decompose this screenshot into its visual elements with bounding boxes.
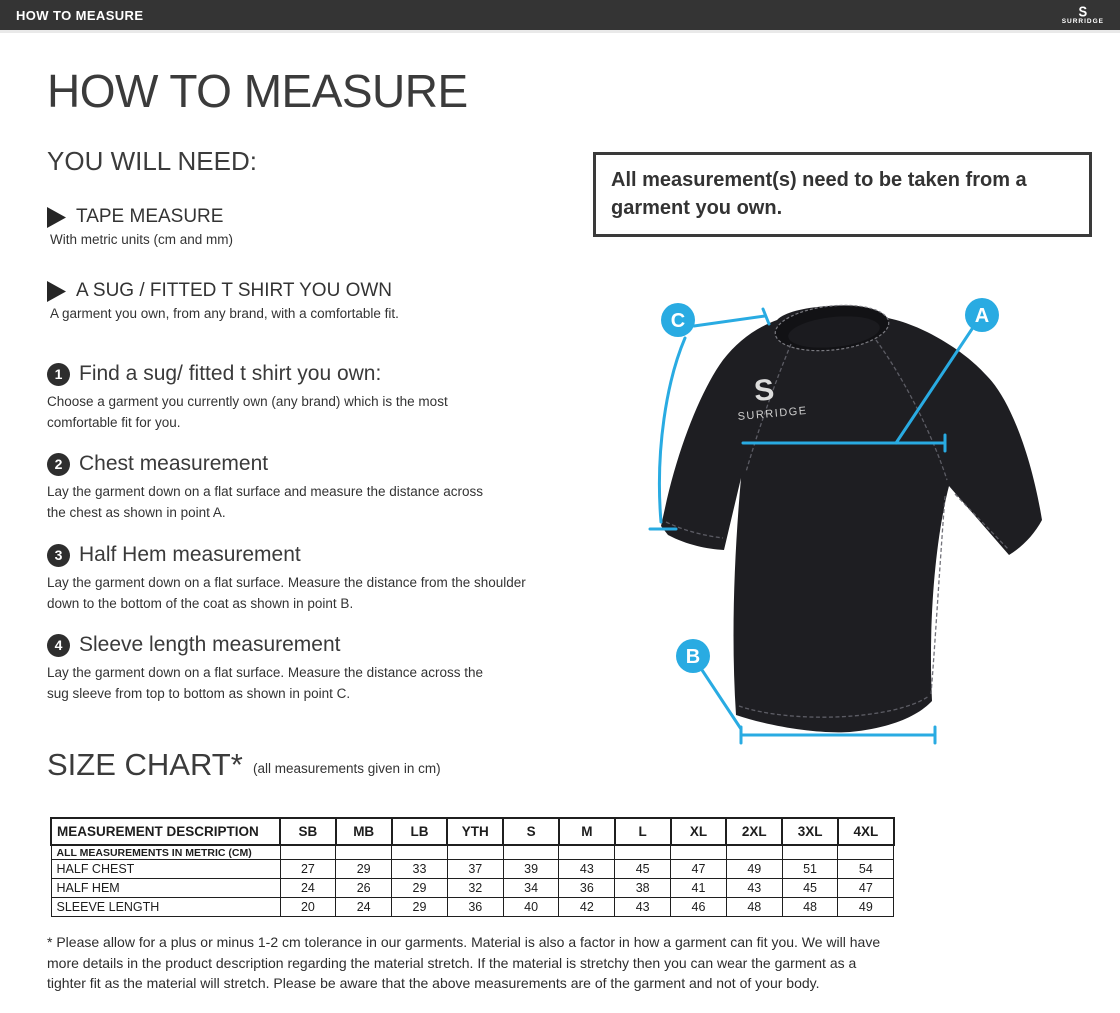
table-cell xyxy=(503,845,559,860)
table-cell: 41 xyxy=(671,879,727,898)
table-cell: 26 xyxy=(336,879,392,898)
table-cell: 54 xyxy=(838,860,894,879)
need-item-title: TAPE MEASURE xyxy=(76,206,224,227)
tolerance-footnote xyxy=(47,932,1095,994)
step-description-line: Choose a garment you currently own (any brand) which is the most xyxy=(47,394,448,409)
garment-logo-text: SURRIDGE xyxy=(737,404,809,423)
step-description-line: sug sleeve from top to bottom as shown in point C. xyxy=(47,686,351,702)
page-title: HOW TO MEASURE xyxy=(47,65,468,117)
column-header: S xyxy=(503,818,559,845)
step-head xyxy=(47,362,448,386)
surridge-logo[interactable] xyxy=(1062,5,1104,26)
table-cell: 46 xyxy=(671,898,727,917)
size-chart-title: SIZE CHART* xyxy=(47,747,243,782)
table-cell: 47 xyxy=(838,879,894,898)
note-line: garment you own. xyxy=(611,197,783,219)
step-1 xyxy=(47,362,448,434)
measurement-note-box xyxy=(593,152,1092,237)
table-cell: 27 xyxy=(280,860,336,879)
sleeve-pointer-line-c xyxy=(694,316,765,326)
surridge-logo-text: SURRIDGE xyxy=(1061,17,1104,25)
step-number-badge: 1 xyxy=(47,363,70,386)
table-cell: 51 xyxy=(782,860,838,879)
play-triangle-icon xyxy=(47,207,66,228)
table-cell: 29 xyxy=(336,860,392,879)
footnote-line: more details in the product description regarding the material stretch. If the material is stretchy then you can wear the garment as a xyxy=(47,954,857,971)
table-cell xyxy=(726,845,782,860)
column-header: MEASUREMENT DESCRIPTION xyxy=(51,818,280,845)
step-number-badge: 4 xyxy=(47,634,70,657)
table-cell xyxy=(392,845,448,860)
size-chart-header-row xyxy=(51,818,894,845)
table-cell: 49 xyxy=(726,860,782,879)
table-cell: 43 xyxy=(559,860,615,879)
table-cell xyxy=(559,845,615,860)
step-description xyxy=(47,572,526,615)
footnote-line: * Please allow for a plus or minus 1-2 cm tolerance in our garments. Material is also a factor in how a garment can fit you. We will have xyxy=(47,934,881,950)
size-chart-subtitle: (all measurements given in cm) xyxy=(253,761,441,776)
step-title: Half Hem measurement xyxy=(79,543,301,566)
table-cell: 42 xyxy=(559,898,615,917)
table-cell: ALL MEASUREMENTS IN METRIC (CM) xyxy=(51,845,280,860)
table-cell: 33 xyxy=(392,860,448,879)
table-cell: 43 xyxy=(615,898,671,917)
table-cell: SLEEVE LENGTH xyxy=(51,898,280,917)
label-a: A xyxy=(974,305,990,327)
step-description xyxy=(47,391,448,434)
you-will-need-heading: YOU WILL NEED: xyxy=(47,146,257,176)
table-cell xyxy=(280,845,336,860)
step-head xyxy=(47,633,483,657)
table-cell: 34 xyxy=(503,879,559,898)
step-description xyxy=(47,662,483,705)
label-c: C xyxy=(670,310,686,332)
table-cell: 29 xyxy=(392,898,448,917)
table-row-half-chest xyxy=(51,860,894,879)
need-item-head xyxy=(47,206,233,228)
table-row-sleeve-length xyxy=(51,898,894,917)
play-triangle-icon xyxy=(47,281,66,302)
step-description-line: Lay the garment down on a flat surface and measure the distance across xyxy=(47,484,484,499)
footnote-line: tighter fit as the material will stretch. Please be aware that the above measurements are of the garment and not of your body. xyxy=(47,975,820,992)
column-header: 3XL xyxy=(782,818,838,845)
column-header: 4XL xyxy=(838,818,894,845)
table-cell: 24 xyxy=(336,898,392,917)
step-title: Chest measurement xyxy=(79,452,269,475)
step-2 xyxy=(47,452,483,524)
table-cell: 32 xyxy=(447,879,503,898)
need-item-head xyxy=(47,280,399,302)
table-cell: 39 xyxy=(503,860,559,879)
size-chart-table xyxy=(50,817,895,917)
tshirt-measurement-figure xyxy=(595,268,1095,778)
table-cell: 38 xyxy=(615,879,671,898)
table-cell xyxy=(838,845,894,860)
table-cell: 20 xyxy=(280,898,336,917)
table-cell: 37 xyxy=(447,860,503,879)
column-header: 2XL xyxy=(726,818,782,845)
table-cell xyxy=(782,845,838,860)
table-cell: 40 xyxy=(503,898,559,917)
column-header: XL xyxy=(671,818,727,845)
table-cell: 49 xyxy=(838,898,894,917)
table-cell xyxy=(447,845,503,860)
step-head xyxy=(47,452,483,476)
table-cell: 24 xyxy=(280,879,336,898)
column-header: YTH xyxy=(447,818,503,845)
table-cell: 45 xyxy=(615,860,671,879)
step-number-badge: 2 xyxy=(47,453,70,476)
column-header: L xyxy=(615,818,671,845)
step-3 xyxy=(47,543,526,615)
metric-note-row xyxy=(51,845,894,860)
step-head xyxy=(47,543,526,567)
step-title: Find a sug/ fitted t shirt you own: xyxy=(79,362,382,385)
table-cell: 48 xyxy=(782,898,838,917)
need-item-fitted-shirt xyxy=(47,280,399,321)
step-description-line: the chest as shown in point A. xyxy=(47,505,226,521)
step-description-line: Lay the garment down on a flat surface. Measure the distance across the xyxy=(47,665,483,680)
step-description xyxy=(47,481,483,524)
need-item-subtitle: With metric units (cm and mm) xyxy=(50,232,234,247)
table-cell: 36 xyxy=(559,879,615,898)
garment-logo-s: S xyxy=(752,373,776,408)
table-cell: 48 xyxy=(726,898,782,917)
column-header: MB xyxy=(336,818,392,845)
note-line: All measurement(s) need to be taken from a xyxy=(611,169,1027,191)
step-number-badge: 3 xyxy=(47,544,70,567)
need-item-subtitle: A garment you own, from any brand, with a comfortable fit. xyxy=(50,306,399,321)
table-cell xyxy=(336,845,392,860)
table-cell: 36 xyxy=(447,898,503,917)
tshirt-body xyxy=(661,306,1042,733)
table-cell: 43 xyxy=(726,879,782,898)
table-row-half-hem xyxy=(51,879,894,898)
topbar-title: HOW TO MEASURE xyxy=(16,7,144,23)
table-cell xyxy=(615,845,671,860)
label-b: B xyxy=(685,646,701,668)
step-4 xyxy=(47,633,483,705)
table-cell xyxy=(671,845,727,860)
column-header: SB xyxy=(280,818,336,845)
need-item-tape-measure xyxy=(47,206,233,247)
need-item-title: A SUG / FITTED T SHIRT YOU OWN xyxy=(76,280,393,301)
step-description-line: down to the bottom of the coat as shown in point B. xyxy=(47,596,354,612)
surridge-logo-icon: S xyxy=(1078,3,1088,20)
top-bar xyxy=(0,0,1120,30)
column-header: M xyxy=(559,818,615,845)
table-cell: 45 xyxy=(782,879,838,898)
table-cell: HALF HEM xyxy=(51,879,280,898)
topbar-shadow xyxy=(0,30,1120,33)
table-cell: 29 xyxy=(392,879,448,898)
step-description-line: Lay the garment down on a flat surface. Measure the distance from the shoulder xyxy=(47,575,526,590)
table-cell: 47 xyxy=(671,860,727,879)
table-cell: HALF CHEST xyxy=(51,860,280,879)
step-title: Sleeve length measurement xyxy=(79,633,341,656)
step-description-line: comfortable fit for you. xyxy=(47,415,181,431)
column-header: LB xyxy=(392,818,448,845)
